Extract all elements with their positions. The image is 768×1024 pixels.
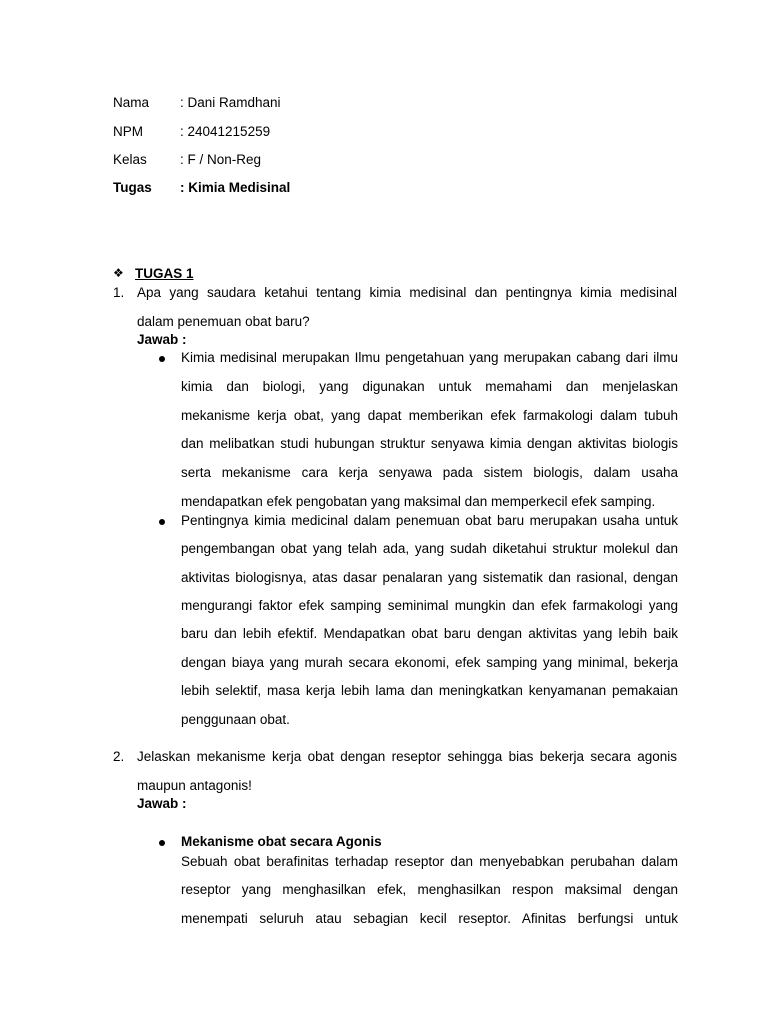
q1-number: 1. <box>113 285 125 300</box>
q1-b2-line: baru dan lebih efektif. Mendapatkan obat baru dengan aktivitas yang lebih baik <box>181 626 678 641</box>
q1-b1-line: dan melibatkan studi hubungan struktur senyawa kimia dengan aktivitas biologis <box>181 436 678 451</box>
q2-number: 2. <box>113 749 125 764</box>
q2-answer-label: Jawab : <box>137 796 187 811</box>
q1-b1-line: serta mekanisme cara kerja senyawa pada sistem biologis, dalam usaha <box>181 465 678 480</box>
q2-bullet-line: reseptor yang menghasilkan efek, menghasilkan respon maksimal dengan <box>181 882 678 897</box>
q1-b1-line: mendapatkan efek pengobatan yang maksimal dan memperkecil efek samping. <box>181 494 656 509</box>
bullet-icon <box>159 519 165 525</box>
q2-text-line: Jelaskan mekanisme kerja obat dengan reseptor sehingga bias bekerja secara agonis <box>137 749 677 764</box>
kelas-label: Kelas <box>113 152 147 167</box>
q1-text-line: Apa yang saudara ketahui tentang kimia medisinal dan pentingnya kimia medisinal <box>137 285 677 300</box>
bullet-icon <box>159 840 165 846</box>
name-label: Nama <box>113 95 150 110</box>
q1-answer-label: Jawab : <box>137 332 187 347</box>
q1-b2-line: mengurangi faktor efek samping seminimal mungkin dan efek farmakologi yang <box>181 598 678 613</box>
q2-text-line: maupun antagonis! <box>137 778 252 793</box>
q2-bullet-line: Sebuah obat berafinitas terhadap reseptor dan menyebabkan perubahan dalam <box>181 854 678 869</box>
name-value: : Dani Ramdhani <box>180 95 281 110</box>
q1-b2-line: pengembangan obat yang telah ada, yang sudah diketahui struktur molekul dan <box>181 541 678 556</box>
tugas-label: Tugas <box>113 180 152 195</box>
bullet-icon <box>159 356 165 362</box>
q1-b2-line: penggunaan obat. <box>181 712 290 727</box>
q1-b2-line: lebih selektif, masa kerja lebih lama dan meningkatkan kenyamanan pemakaian <box>181 683 678 698</box>
section-marker-icon: ❖ <box>113 266 124 280</box>
q1-b1-line: kimia dan biologi, yang digunakan untuk memahami dan menjelaskan <box>181 379 678 394</box>
section-title: TUGAS 1 <box>135 266 194 281</box>
tugas-value: : Kimia Medisinal <box>180 180 291 195</box>
q1-text-line: dalam penemuan obat baru? <box>137 314 310 329</box>
npm-value: : 24041215259 <box>180 124 271 139</box>
q1-b2-line: Pentingnya kimia medicinal dalam penemuan obat baru merupakan usaha untuk <box>181 513 678 528</box>
q1-b2-line: aktivitas biologisnya, atas dasar penalaran yang sistematik dan rasional, dengan <box>181 570 678 585</box>
npm-label: NPM <box>113 124 143 139</box>
q2-bullet-heading: Mekanisme obat secara Agonis <box>181 834 382 849</box>
q2-bullet-line: menempati seluruh atau sebagian kecil reseptor. Afinitas berfungsi untuk <box>181 911 678 926</box>
kelas-value: : F / Non-Reg <box>180 152 262 167</box>
q1-b2-line: dengan biaya yang murah secara ekonomi, efek samping yang minimal, bekerja <box>181 655 678 670</box>
q1-b1-line: mekanisme kerja obat, yang dapat memberikan efek farmakologi dalam tubuh <box>181 408 678 423</box>
q1-b1-line: Kimia medisinal merupakan Ilmu pengetahuan yang merupakan cabang dari ilmu <box>181 350 678 365</box>
